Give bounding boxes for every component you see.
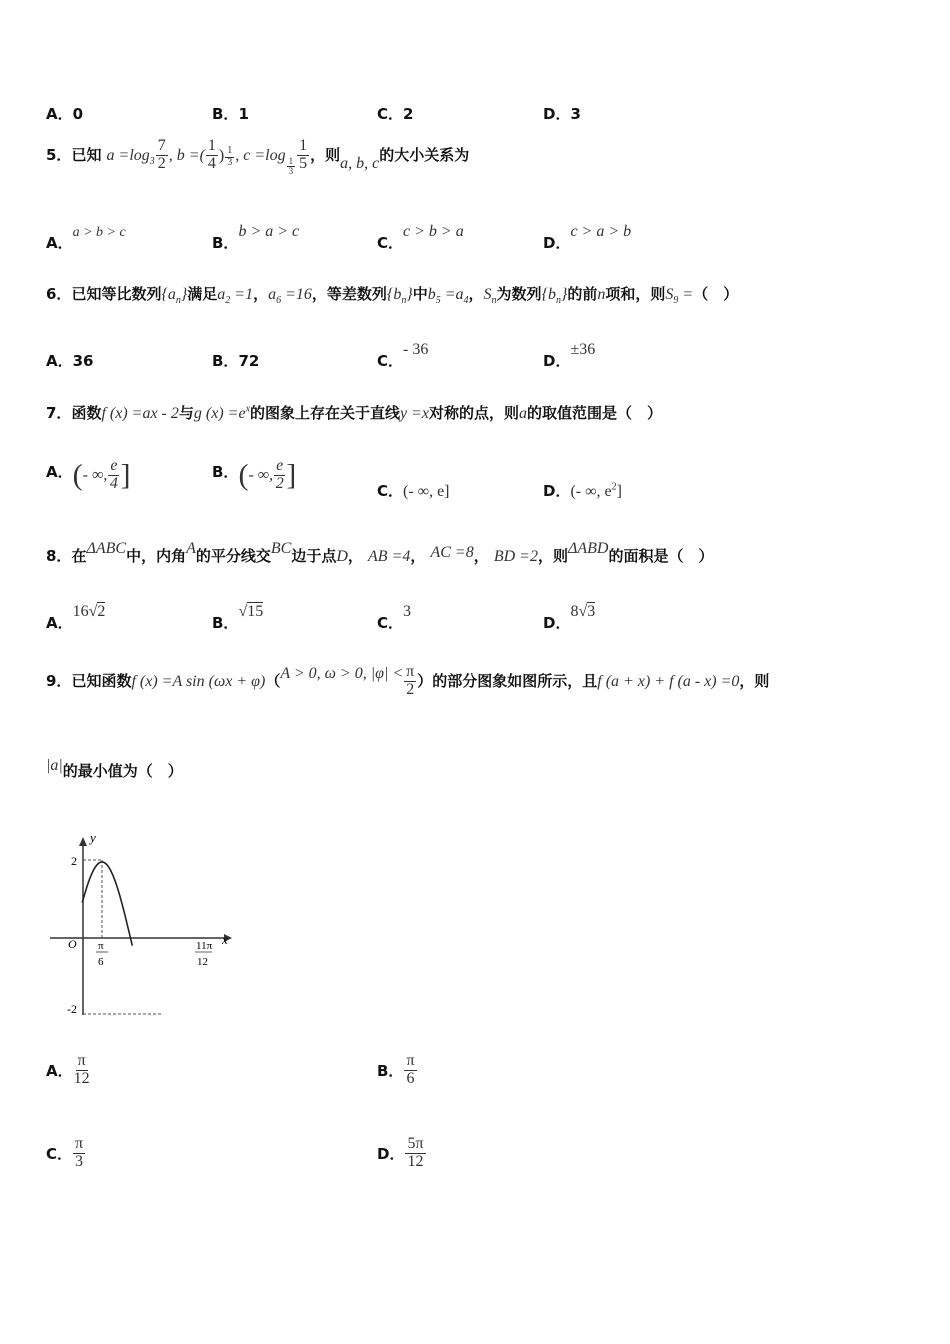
option-letter: D．: [543, 234, 571, 252]
math-c-def: , c =log: [235, 146, 286, 164]
stem-text: 中，内角: [126, 547, 187, 565]
stem-text: ，: [253, 285, 269, 303]
option-expr: a > b > c: [72, 225, 126, 240]
option-text: 2: [403, 105, 414, 123]
stem-text: 中: [412, 285, 428, 303]
math-f: f (x) =A sin (ωx + φ): [131, 672, 266, 690]
y-max-label: 2: [71, 854, 77, 868]
tick-11pi-12-num: 11π: [196, 940, 213, 952]
math-seq-bn: $\{b_n\}$: [386, 286, 413, 307]
option-expr: (- ∞, e]: [403, 483, 450, 500]
origin-label: O: [68, 937, 77, 951]
option-letter: C．: [377, 482, 404, 500]
math-triangle-abc: ΔABC: [86, 540, 127, 557]
math-d: D: [336, 548, 348, 565]
stem-text: 的大小关系为: [379, 145, 470, 164]
option-letter: B．: [212, 462, 239, 481]
option-expr: b > a > c: [238, 223, 300, 240]
math-abs-a: |a|: [46, 757, 63, 774]
math-ac: AC =8: [430, 544, 474, 561]
option-expr: (- ∞, $\frac{e}{4}$ ]: [72, 457, 131, 492]
stem-text: 的取值范围是（ ）: [527, 404, 663, 422]
option-letter: C．: [46, 1144, 73, 1163]
option-letter: A．: [46, 105, 73, 123]
option-letter: D．: [543, 614, 571, 632]
stem-text: 已知函数: [71, 671, 132, 690]
q4-option-b[interactable]: [212, 103, 249, 124]
math-s9: $S_9$ =: [665, 286, 694, 307]
stem-text: 为数列: [496, 285, 542, 303]
math-symmetry-eq: f (a + x) + f (a - x) =0: [597, 672, 740, 690]
q5-option-b[interactable]: [212, 220, 300, 252]
option-letter: A．: [46, 352, 73, 370]
option-letter: B．: [212, 614, 239, 632]
math-b-def: , b =(: [168, 146, 205, 164]
option-expr: $\frac{5\pi}{12}$: [407, 1135, 424, 1170]
math-g: g $(x) =e^x$: [193, 403, 251, 422]
stem-text: ，: [347, 547, 363, 565]
stem-text: 的前: [567, 285, 598, 303]
math-b5-a4: $b_5 =a_4$: [427, 286, 469, 307]
option-expr: $\frac{\pi}{6}$: [406, 1052, 415, 1087]
q6-option-b[interactable]: [212, 338, 260, 370]
stem-text: ，则: [310, 145, 341, 164]
option-letter: B．: [212, 105, 239, 123]
q6-option-a[interactable]: [46, 338, 94, 370]
option-text: 36: [72, 352, 94, 370]
frac-base-1-3: $\frac{1}{3}$: [288, 155, 294, 177]
option-letter: C．: [377, 614, 404, 632]
q4-option-a[interactable]: [46, 103, 83, 124]
math-angle-a: A: [186, 540, 196, 557]
option-expr: c > b > a: [403, 223, 464, 240]
math-n: n: [597, 286, 606, 303]
option-letter: A．: [46, 1061, 73, 1080]
option-letter: C．: [377, 352, 404, 370]
option-expr: c > a > b: [570, 223, 632, 240]
frac-7-2: $\frac{7}{2}$: [157, 137, 166, 172]
q7-option-a[interactable]: [46, 458, 130, 493]
math-triangle-abd: ΔABD: [567, 540, 609, 557]
stem-text: 对称的点，则: [429, 404, 520, 422]
stem-text: 满足: [187, 285, 218, 303]
math-line: y =x: [400, 405, 430, 422]
option-letter: D．: [543, 482, 571, 500]
q9-option-d[interactable]: [377, 1136, 427, 1171]
question-number: 5．: [46, 145, 72, 164]
option-text: 1: [238, 105, 249, 123]
stem-text: ，: [473, 547, 489, 565]
frac-pi-2: $\frac{\pi}{2}$: [406, 663, 415, 698]
stem-text: ，: [468, 285, 484, 303]
math-paren: ): [218, 146, 225, 164]
option-letter: D．: [543, 105, 571, 123]
question-8-stem: [46, 540, 714, 566]
q6-option-d[interactable]: [543, 338, 596, 370]
option-expr: 8√3: [570, 603, 596, 620]
stem-text: 已知: [71, 145, 102, 164]
math-bc: BC: [270, 540, 292, 557]
question-number: 6．: [46, 285, 72, 303]
option-expr: ±36: [570, 341, 596, 358]
option-expr: (- ∞, $e^2$]: [570, 481, 622, 500]
stem-text: （ ）: [693, 285, 739, 303]
q9-option-c[interactable]: [46, 1136, 86, 1171]
math-a-def: $a =\log_3$: [106, 146, 155, 167]
stem-text: 函数: [71, 404, 102, 422]
stem-text: 的部分图象如图所示，且: [432, 671, 598, 690]
math-vars: a, b, c: [340, 154, 380, 172]
option-letter: C．: [377, 234, 404, 252]
math-seq-bn-2: $\{b_n\}$: [541, 286, 568, 307]
math-a6: $a_6 =16$: [268, 286, 312, 307]
stem-text: 与: [178, 404, 194, 422]
option-text: 0: [72, 105, 84, 123]
sine-curve: [82, 862, 132, 946]
option-letter: D．: [543, 352, 571, 370]
stem-text: 的平分线交: [195, 547, 271, 565]
question-5-stem: [46, 138, 469, 177]
q5-option-c[interactable]: [377, 220, 464, 252]
y-axis-arrow: [79, 837, 87, 846]
tick-pi-6-num: π: [98, 940, 104, 952]
stem-text: 已知等比数列: [71, 285, 162, 303]
q9-option-b[interactable]: [377, 1053, 418, 1088]
stem-text: ，等差数列: [311, 285, 387, 303]
math-condition: A > 0, ω > 0, |φ| <: [280, 664, 404, 682]
sine-graph: [40, 825, 240, 1025]
option-expr: $\frac{\pi}{12}$: [73, 1052, 90, 1087]
math-a: a: [519, 405, 528, 422]
option-expr: $\frac{\pi}{3}$: [75, 1135, 84, 1170]
option-letter: D．: [377, 1144, 405, 1163]
stem-text: ，则: [739, 671, 770, 690]
frac-1-5: $\frac{1}{5}$: [299, 137, 308, 172]
q6-option-c[interactable]: [377, 338, 429, 370]
stem-text: ，则: [537, 547, 568, 565]
q5-option-d[interactable]: [543, 220, 632, 252]
math-seq-an: $\{a_n\}$: [161, 286, 188, 307]
option-letter: A．: [46, 234, 73, 252]
option-expr: 3: [403, 603, 412, 620]
q8-option-b[interactable]: [212, 600, 264, 632]
question-9-stem: [46, 664, 769, 699]
question-number: 8．: [46, 547, 72, 565]
option-expr: - 36: [403, 341, 429, 358]
q8-option-c[interactable]: [377, 600, 412, 632]
option-letter: B．: [377, 1061, 404, 1080]
question-7-stem: [46, 402, 662, 423]
tick-pi-6-den: 6: [98, 956, 104, 968]
stem-text: （: [265, 671, 281, 690]
option-letter: B．: [212, 234, 239, 252]
q9-option-a[interactable]: [46, 1053, 91, 1088]
frac-exp-1-3: $\frac{1}{3}$: [227, 145, 233, 168]
math-a2: $a_2 =1$: [217, 286, 254, 307]
math-f: f (x) =ax - 2: [101, 405, 179, 422]
y-min-label: -2: [67, 1002, 77, 1016]
tick-11pi-12-den: 12: [197, 956, 208, 968]
question-6-stem: [46, 283, 738, 306]
q7-option-c[interactable]: [377, 480, 450, 501]
question-9-stem-line2: [46, 757, 183, 781]
q7-option-b[interactable]: [212, 458, 296, 493]
q8-option-d[interactable]: [543, 600, 596, 632]
math-ab: AB =4: [368, 548, 411, 565]
stem-text: 项和，则: [605, 285, 666, 303]
option-text: 3: [570, 105, 581, 123]
q7-option-d[interactable]: [543, 480, 622, 501]
option-letter: B．: [212, 352, 239, 370]
stem-text: 的面积是（ ）: [608, 547, 714, 565]
q5-option-a[interactable]: [46, 220, 126, 252]
x-axis-label: x: [222, 932, 228, 947]
stem-text: 的最小值为（ ）: [62, 762, 183, 780]
option-expr: (- ∞, $\frac{e}{2}$ ]: [238, 457, 297, 492]
option-text: 72: [238, 352, 260, 370]
option-letter: C．: [377, 105, 404, 123]
math-sn: $S_n$: [483, 286, 497, 307]
stem-text: 边于点: [291, 547, 337, 565]
option-expr: √15: [238, 603, 264, 620]
option-expr: 16√2: [72, 603, 106, 620]
q4-option-d[interactable]: [543, 103, 581, 124]
q4-option-c[interactable]: [377, 103, 413, 124]
option-letter: A．: [46, 614, 73, 632]
stem-text: ，: [410, 547, 426, 565]
math-bd: BD =2: [493, 548, 538, 565]
question-number: 7．: [46, 404, 72, 422]
stem-text: ）: [417, 671, 433, 690]
question-number: 9．: [46, 671, 72, 690]
stem-text: 在: [71, 547, 87, 565]
option-letter: A．: [46, 462, 73, 481]
frac-1-4: $\frac{1}{4}$: [207, 137, 216, 172]
q8-option-a[interactable]: [46, 600, 106, 632]
y-axis-label: y: [90, 830, 96, 845]
stem-text: 的图象上存在关于直线: [250, 404, 401, 422]
